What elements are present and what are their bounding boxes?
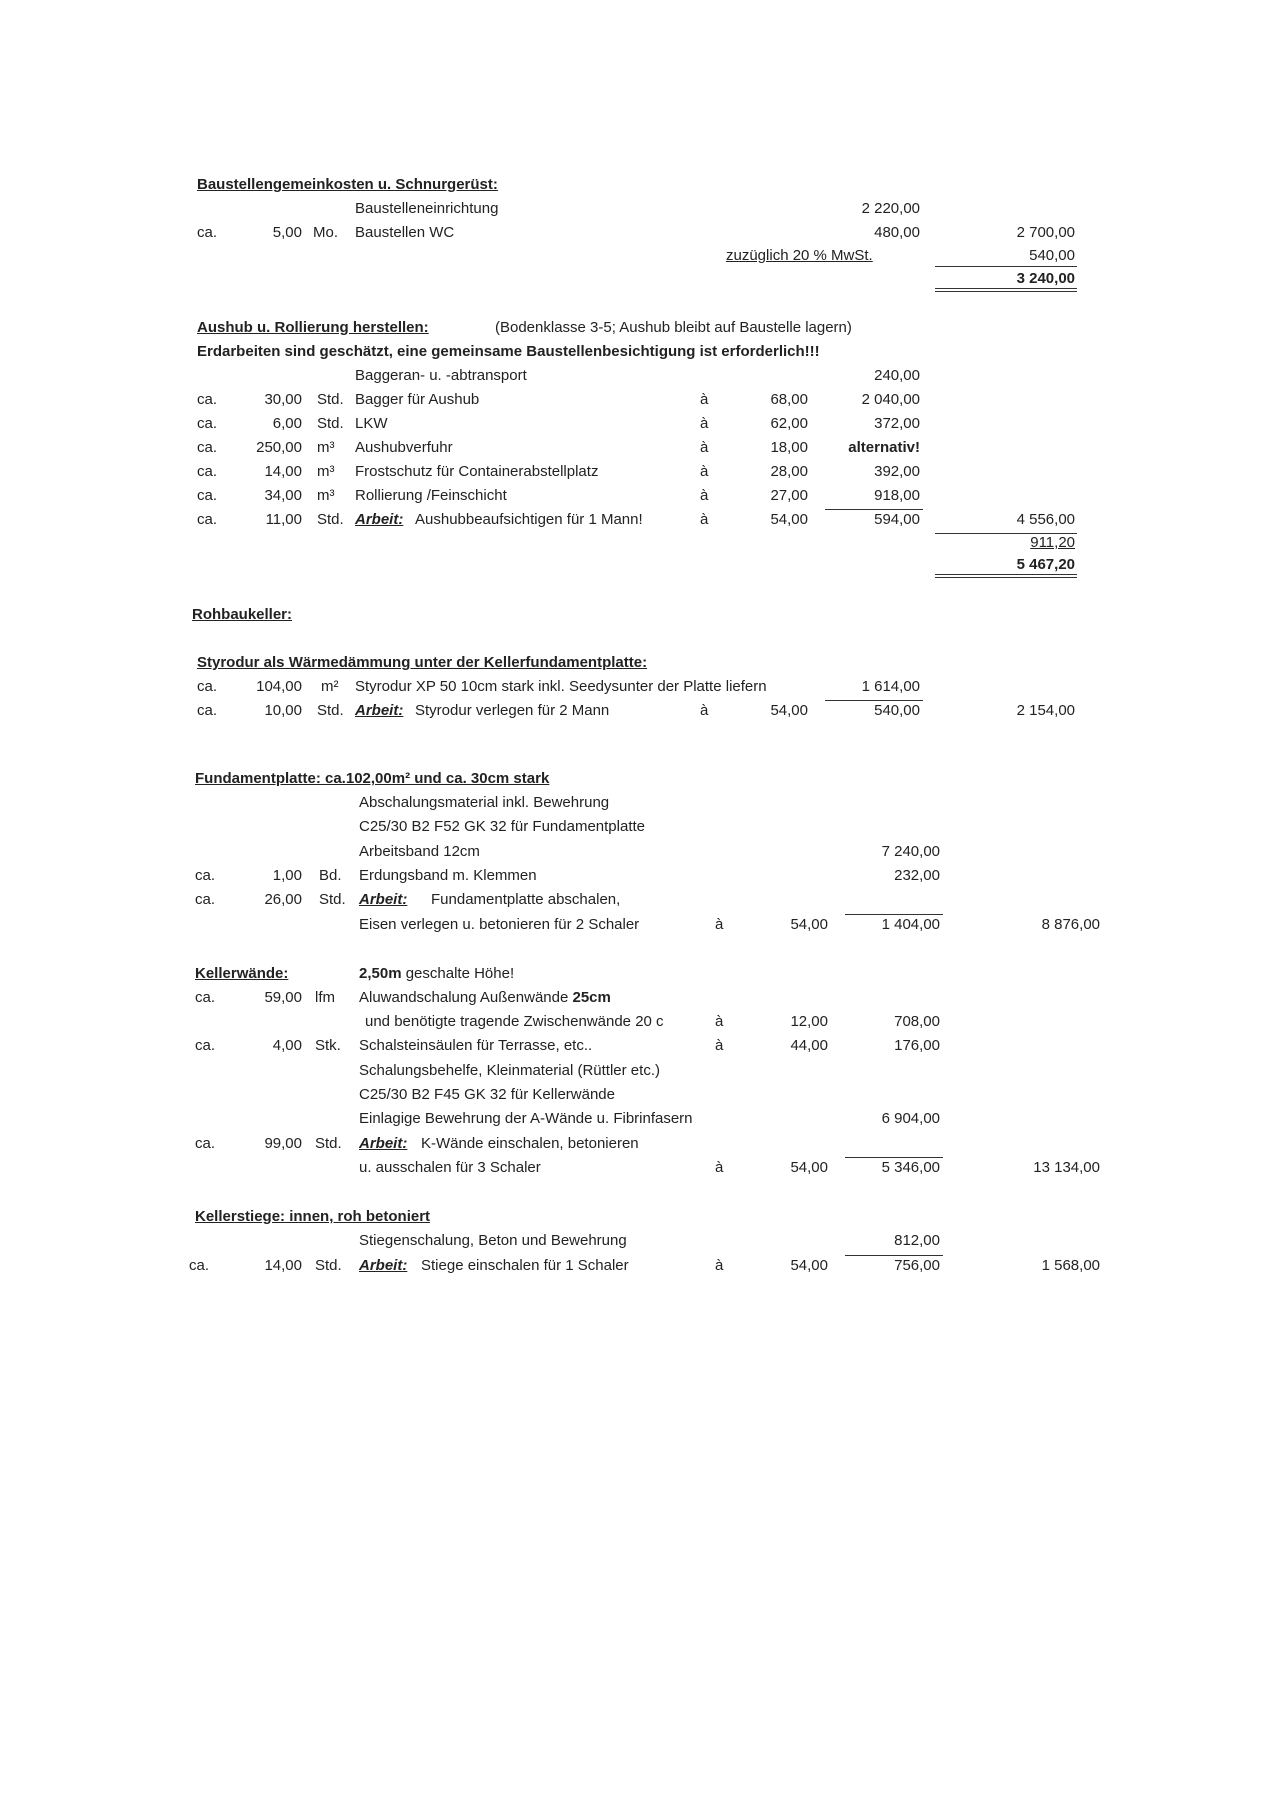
quantity: 6,00 bbox=[272, 415, 302, 432]
ca-label: ca. bbox=[197, 463, 218, 480]
unit: m² bbox=[321, 678, 339, 695]
ca-label: ca. bbox=[197, 391, 218, 408]
unit-price: 28,00 bbox=[770, 463, 808, 480]
section-total: 2 154,00 bbox=[1016, 702, 1075, 719]
line-amount: 812,00 bbox=[894, 1232, 940, 1249]
section-total: 2 700,00 bbox=[1016, 224, 1075, 241]
vat-amount: 540,00 bbox=[1029, 247, 1075, 264]
ca-label: ca. bbox=[197, 224, 218, 241]
line-amount: 756,00 bbox=[894, 1257, 940, 1274]
quantity: 10,00 bbox=[264, 702, 302, 719]
subtotal-rule bbox=[845, 1157, 943, 1158]
labor-label: Arbeit: bbox=[359, 891, 408, 908]
line-description: Schalungsbehelfe, Kleinmaterial (Rüttler etc.) bbox=[359, 1062, 660, 1079]
section-total: 8 876,00 bbox=[1041, 916, 1100, 933]
double-rule-bottom bbox=[935, 577, 1077, 578]
unit-price: 54,00 bbox=[790, 1257, 828, 1274]
line-description: Stiege einschalen für 1 Schaler bbox=[421, 1257, 629, 1274]
section-total: 13 134,00 bbox=[1033, 1159, 1100, 1176]
a-symbol: à bbox=[700, 511, 709, 528]
line-description: Schalsteinsäulen für Terrasse, etc.. bbox=[359, 1037, 593, 1054]
gross-total: 5 467,20 bbox=[1016, 556, 1075, 573]
unit: Std. bbox=[317, 511, 344, 528]
line-description: Bagger für Aushub bbox=[355, 391, 480, 408]
labor-label: Arbeit: bbox=[359, 1135, 408, 1152]
line-amount: 372,00 bbox=[874, 415, 920, 432]
unit: Std. bbox=[315, 1135, 342, 1152]
double-rule-bottom bbox=[935, 291, 1077, 292]
quantity: 11,00 bbox=[265, 511, 302, 528]
quantity: 34,00 bbox=[264, 487, 302, 504]
labor-label: Arbeit: bbox=[355, 702, 404, 719]
quantity: 59,00 bbox=[264, 989, 302, 1006]
unit-price: 44,00 bbox=[790, 1037, 828, 1054]
a-symbol: à bbox=[700, 415, 709, 432]
subtotal-rule bbox=[825, 700, 923, 701]
line-description: Baustelleneinrichtung bbox=[355, 200, 499, 217]
gross-total: 3 240,00 bbox=[1016, 270, 1075, 287]
line-amount: 594,00 bbox=[874, 511, 920, 528]
wall-height-note bbox=[359, 965, 514, 983]
unit-price: 18,00 bbox=[770, 439, 808, 456]
a-symbol: à bbox=[715, 1013, 724, 1030]
ca-label: ca. bbox=[197, 439, 218, 456]
double-rule-top bbox=[935, 574, 1077, 575]
unit: Std. bbox=[317, 702, 344, 719]
unit: Std. bbox=[317, 391, 344, 408]
ca-label: ca. bbox=[197, 678, 218, 695]
a-symbol: à bbox=[700, 463, 709, 480]
section-title-fundamentplatte: Fundamentplatte: ca.102,00m² und ca. 30cm stark bbox=[195, 770, 550, 787]
a-symbol: à bbox=[700, 391, 709, 408]
ca-label: ca. bbox=[197, 511, 218, 528]
quantity: 99,00 bbox=[264, 1135, 302, 1152]
quantity: 14,00 bbox=[264, 463, 302, 480]
section-title-baustellengemeinkosten: Baustellengemeinkosten u. Schnurgerüst: bbox=[197, 176, 498, 193]
section-total: 4 556,00 bbox=[1016, 511, 1075, 528]
a-symbol: à bbox=[700, 487, 709, 504]
line-description: Baggeran- u. -abtransport bbox=[355, 367, 527, 384]
line-amount: 540,00 bbox=[874, 702, 920, 719]
ca-label: ca. bbox=[195, 1037, 216, 1054]
line-amount: 240,00 bbox=[874, 367, 920, 384]
line-description: K-Wände einschalen, betonieren bbox=[421, 1135, 639, 1152]
line-description: Styrodur XP 50 10cm stark inkl. Seedysunter der Platte liefern bbox=[355, 678, 767, 695]
line-description: Rollierung /Feinschicht bbox=[355, 487, 507, 504]
unit-price: 68,00 bbox=[770, 391, 808, 408]
quantity: 5,00 bbox=[272, 224, 302, 241]
line-description: Baustellen WC bbox=[355, 224, 455, 241]
section-title-rohbaukeller: Rohbaukeller: bbox=[192, 606, 293, 623]
line-description: Stiegenschalung, Beton und Bewehrung bbox=[359, 1232, 627, 1249]
a-symbol: à bbox=[700, 439, 709, 456]
line-description: Aushubbeaufsichtigen für 1 Mann! bbox=[415, 511, 643, 528]
section-title-aushub: Aushub u. Rollierung herstellen: bbox=[197, 319, 429, 336]
section-total: 1 568,00 bbox=[1041, 1257, 1100, 1274]
line-amount: 176,00 bbox=[894, 1037, 940, 1054]
line-description-text: Aluwandschalung Außenwände bbox=[359, 989, 573, 1006]
wall-height-text: geschalte Höhe! bbox=[401, 965, 515, 982]
vat-amount: 911,20 bbox=[1030, 534, 1075, 551]
line-description: LKW bbox=[355, 415, 388, 432]
sum-rule bbox=[935, 266, 1077, 267]
line-description: Erdungsband m. Klemmen bbox=[359, 867, 537, 884]
wall-thickness: 25cm bbox=[572, 989, 611, 1006]
double-rule-top bbox=[935, 288, 1077, 289]
unit: Std. bbox=[315, 1257, 342, 1274]
line-amount: 6 904,00 bbox=[881, 1110, 940, 1127]
warning-text: Erdarbeiten sind geschätzt, eine gemeinsame Baustellenbesichtigung ist erforderlich!!! bbox=[197, 343, 820, 360]
labor-label: Arbeit: bbox=[359, 1257, 408, 1274]
ca-label: ca. bbox=[197, 487, 218, 504]
ca-label: ca. bbox=[189, 1257, 210, 1274]
unit-price: 54,00 bbox=[770, 511, 808, 528]
quantity: 14,00 bbox=[264, 1257, 302, 1274]
section-title-styrodur: Styrodur als Wärmedämmung unter der Kellerfundamentplatte: bbox=[197, 654, 648, 671]
a-symbol: à bbox=[715, 1159, 724, 1176]
unit: Std. bbox=[319, 891, 346, 908]
line-amount: 232,00 bbox=[894, 867, 940, 884]
line-description: C25/30 B2 F45 GK 32 für Kellerwände bbox=[359, 1086, 615, 1103]
unit: Mo. bbox=[313, 224, 339, 241]
unit-price: 27,00 bbox=[770, 487, 808, 504]
subtotal-rule bbox=[845, 914, 943, 915]
line-amount: 5 346,00 bbox=[881, 1159, 940, 1176]
unit: Std. bbox=[317, 415, 344, 432]
line-amount: 392,00 bbox=[874, 463, 920, 480]
unit: Bd. bbox=[319, 867, 342, 884]
line-description: u. ausschalen für 3 Schaler bbox=[359, 1159, 541, 1176]
unit: Stk. bbox=[315, 1037, 341, 1054]
alternative-flag: alternativ! bbox=[848, 439, 920, 456]
quantity: 104,00 bbox=[256, 678, 302, 695]
line-description: Eisen verlegen u. betonieren für 2 Schaler bbox=[359, 916, 640, 933]
line-description: Fundamentplatte abschalen, bbox=[431, 891, 621, 908]
quantity: 1,00 bbox=[272, 867, 302, 884]
a-symbol: à bbox=[700, 702, 709, 719]
quantity: 26,00 bbox=[264, 891, 302, 908]
wall-height-value: 2,50m bbox=[359, 965, 402, 982]
unit-price: 54,00 bbox=[770, 702, 808, 719]
line-amount: 1 404,00 bbox=[881, 916, 940, 933]
unit-price: 12,00 bbox=[790, 1013, 828, 1030]
ca-label: ca. bbox=[195, 1135, 216, 1152]
ca-label: ca. bbox=[197, 702, 218, 719]
unit: lfm bbox=[315, 989, 335, 1006]
line-description: Aushubverfuhr bbox=[355, 439, 453, 456]
quantity: 4,00 bbox=[272, 1037, 302, 1054]
line-amount: 918,00 bbox=[874, 487, 920, 504]
vat-label: zuzüglich 20 % MwSt. bbox=[726, 247, 873, 264]
line-description bbox=[359, 989, 611, 1007]
a-symbol: à bbox=[715, 1257, 724, 1274]
subtotal-rule bbox=[825, 509, 923, 510]
labor-label: Arbeit: bbox=[355, 511, 404, 528]
unit-price: 62,00 bbox=[770, 415, 808, 432]
ca-label: ca. bbox=[195, 867, 216, 884]
line-description: und benötigte tragende Zwischenwände 20 c bbox=[365, 1013, 664, 1030]
line-amount: 1 614,00 bbox=[861, 678, 920, 695]
line-description: Arbeitsband 12cm bbox=[359, 843, 480, 860]
line-amount: 2 220,00 bbox=[861, 200, 920, 217]
line-description: Einlagige Bewehrung der A-Wände u. Fibrinfasern bbox=[359, 1110, 693, 1127]
line-description: Frostschutz für Containerabstellplatz bbox=[355, 463, 599, 480]
unit-price: 54,00 bbox=[790, 1159, 828, 1176]
section-title-kellerstiege: Kellerstiege: innen, roh betoniert bbox=[195, 1208, 431, 1225]
section-title-kellerwaende: Kellerwände: bbox=[195, 965, 289, 982]
line-description: Styrodur verlegen für 2 Mann bbox=[415, 702, 610, 719]
line-description: C25/30 B2 F52 GK 32 für Fundamentplatte bbox=[359, 818, 646, 835]
quantity: 250,00 bbox=[256, 439, 302, 456]
unit-price: 54,00 bbox=[790, 916, 828, 933]
line-description: Abschalungsmaterial inkl. Bewehrung bbox=[359, 794, 610, 811]
unit: m³ bbox=[317, 463, 335, 480]
ca-label: ca. bbox=[195, 891, 216, 908]
line-amount: 480,00 bbox=[874, 224, 920, 241]
line-amount: 2 040,00 bbox=[861, 391, 920, 408]
a-symbol: à bbox=[715, 1037, 724, 1054]
line-amount: 708,00 bbox=[894, 1013, 940, 1030]
a-symbol: à bbox=[715, 916, 724, 933]
unit: m³ bbox=[317, 439, 335, 456]
section-note: (Bodenklasse 3-5; Aushub bleibt auf Baustelle lagern) bbox=[495, 319, 852, 336]
ca-label: ca. bbox=[197, 415, 218, 432]
unit: m³ bbox=[317, 487, 335, 504]
subtotal-rule bbox=[845, 1255, 943, 1256]
quantity: 30,00 bbox=[264, 391, 302, 408]
ca-label: ca. bbox=[195, 989, 216, 1006]
line-amount: 7 240,00 bbox=[881, 843, 940, 860]
